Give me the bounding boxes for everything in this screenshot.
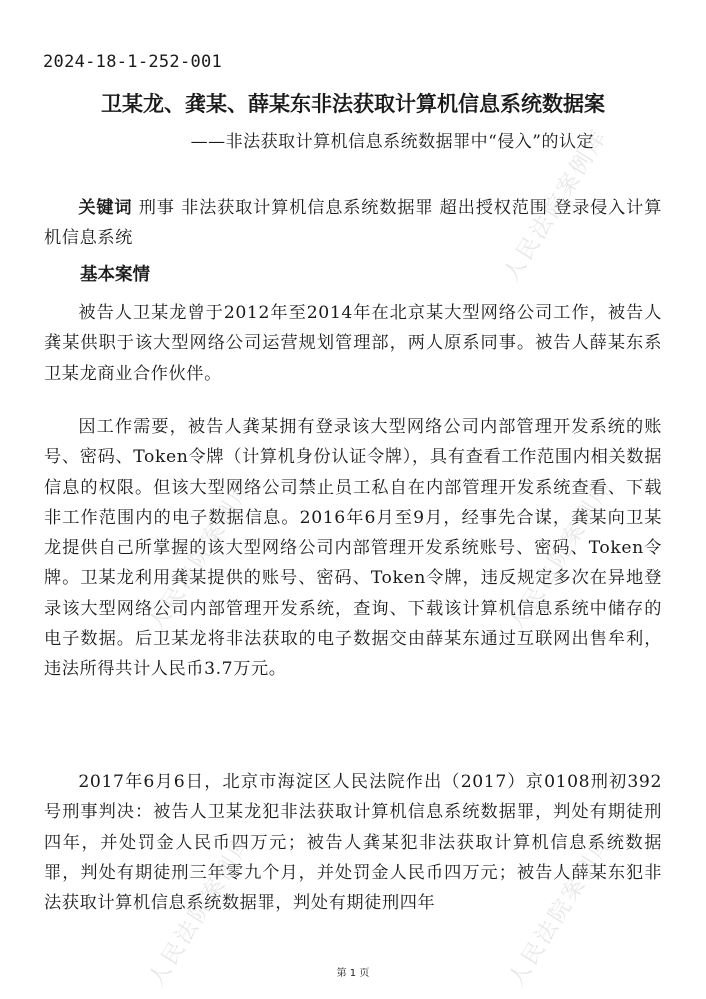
body-paragraph: 因工作需要，被告人龚某拥有登录该大型网络公司内部管理开发系统的账号、密码、Token令牌（计算机身份认证令牌），具有查看工作范围内相关数据信息的权限。但该大型网络公司禁止员工私自在内部管理开发系统查看、下载非工作范围内的电子数据信息。2016年6月至9月，经事先合谋，龚某向卫某龙提供自己所掌握的该大型网络公司内部管理开发系统账号、密码、Token令牌。卫某龙利用龚某提供的账号、密码、Token令牌，违反规定多次在异地登录该大型网络公司内部管理开发系统，查询、下载该计算机信息系统中储存的电子数据。后卫某龙将非法获取的电子数据交由薛某东通过互联网出售牟利，违法所得共计人民币3.7万元。	[44, 417, 662, 680]
case-number: 2024-18-1-252-001	[43, 52, 223, 72]
keywords-paragraph	[44, 193, 662, 254]
watermark: 人民法院案例库	[144, 474, 259, 636]
watermark: 人民法院案例库	[144, 829, 259, 991]
watermark: 人民法院案例库	[504, 474, 619, 636]
document-title: 卫某龙、龚某、薛某东非法获取计算机信息系统数据案	[101, 92, 605, 116]
document-subtitle: ——非法获取计算机信息系统数据罪中“侵入”的认定	[190, 132, 594, 152]
section-heading-basic-facts: 基本案情	[80, 265, 150, 285]
body-paragraph: 被告人卫某龙曾于2012年至2014年在北京某大型网络公司工作，被告人龚某供职于该大型网络公司运营规划管理部，两人原系同事。被告人薛某东系卫某龙商业合作伙伴。	[44, 303, 662, 384]
watermark: 人民法院案例库	[499, 124, 614, 286]
body-paragraph: 2017年6月6日，北京市海淀区人民法院作出（2017）京0108刑初392号刑事判决：被告人卫某龙犯非法获取计算机信息系统数据罪，判处有期徒刑四年，并处罚金人民币四万元；被告人龚某犯非法获取计算机信息系统数据罪，判处有期徒刑三年零九个月，并处罚金人民币四万元；被告人薛某东犯非法获取计算机信息系统数据罪，判处有期徒刑四年	[44, 772, 662, 914]
watermark: 人民法院案例库	[504, 829, 619, 991]
keywords-text: 刑事 非法获取计算机信息系统数据罪 超出授权范围 登录侵入计算机信息系统	[44, 198, 662, 249]
keywords-label: 关键词	[78, 198, 133, 218]
page-number: 第 1 页	[336, 968, 370, 979]
